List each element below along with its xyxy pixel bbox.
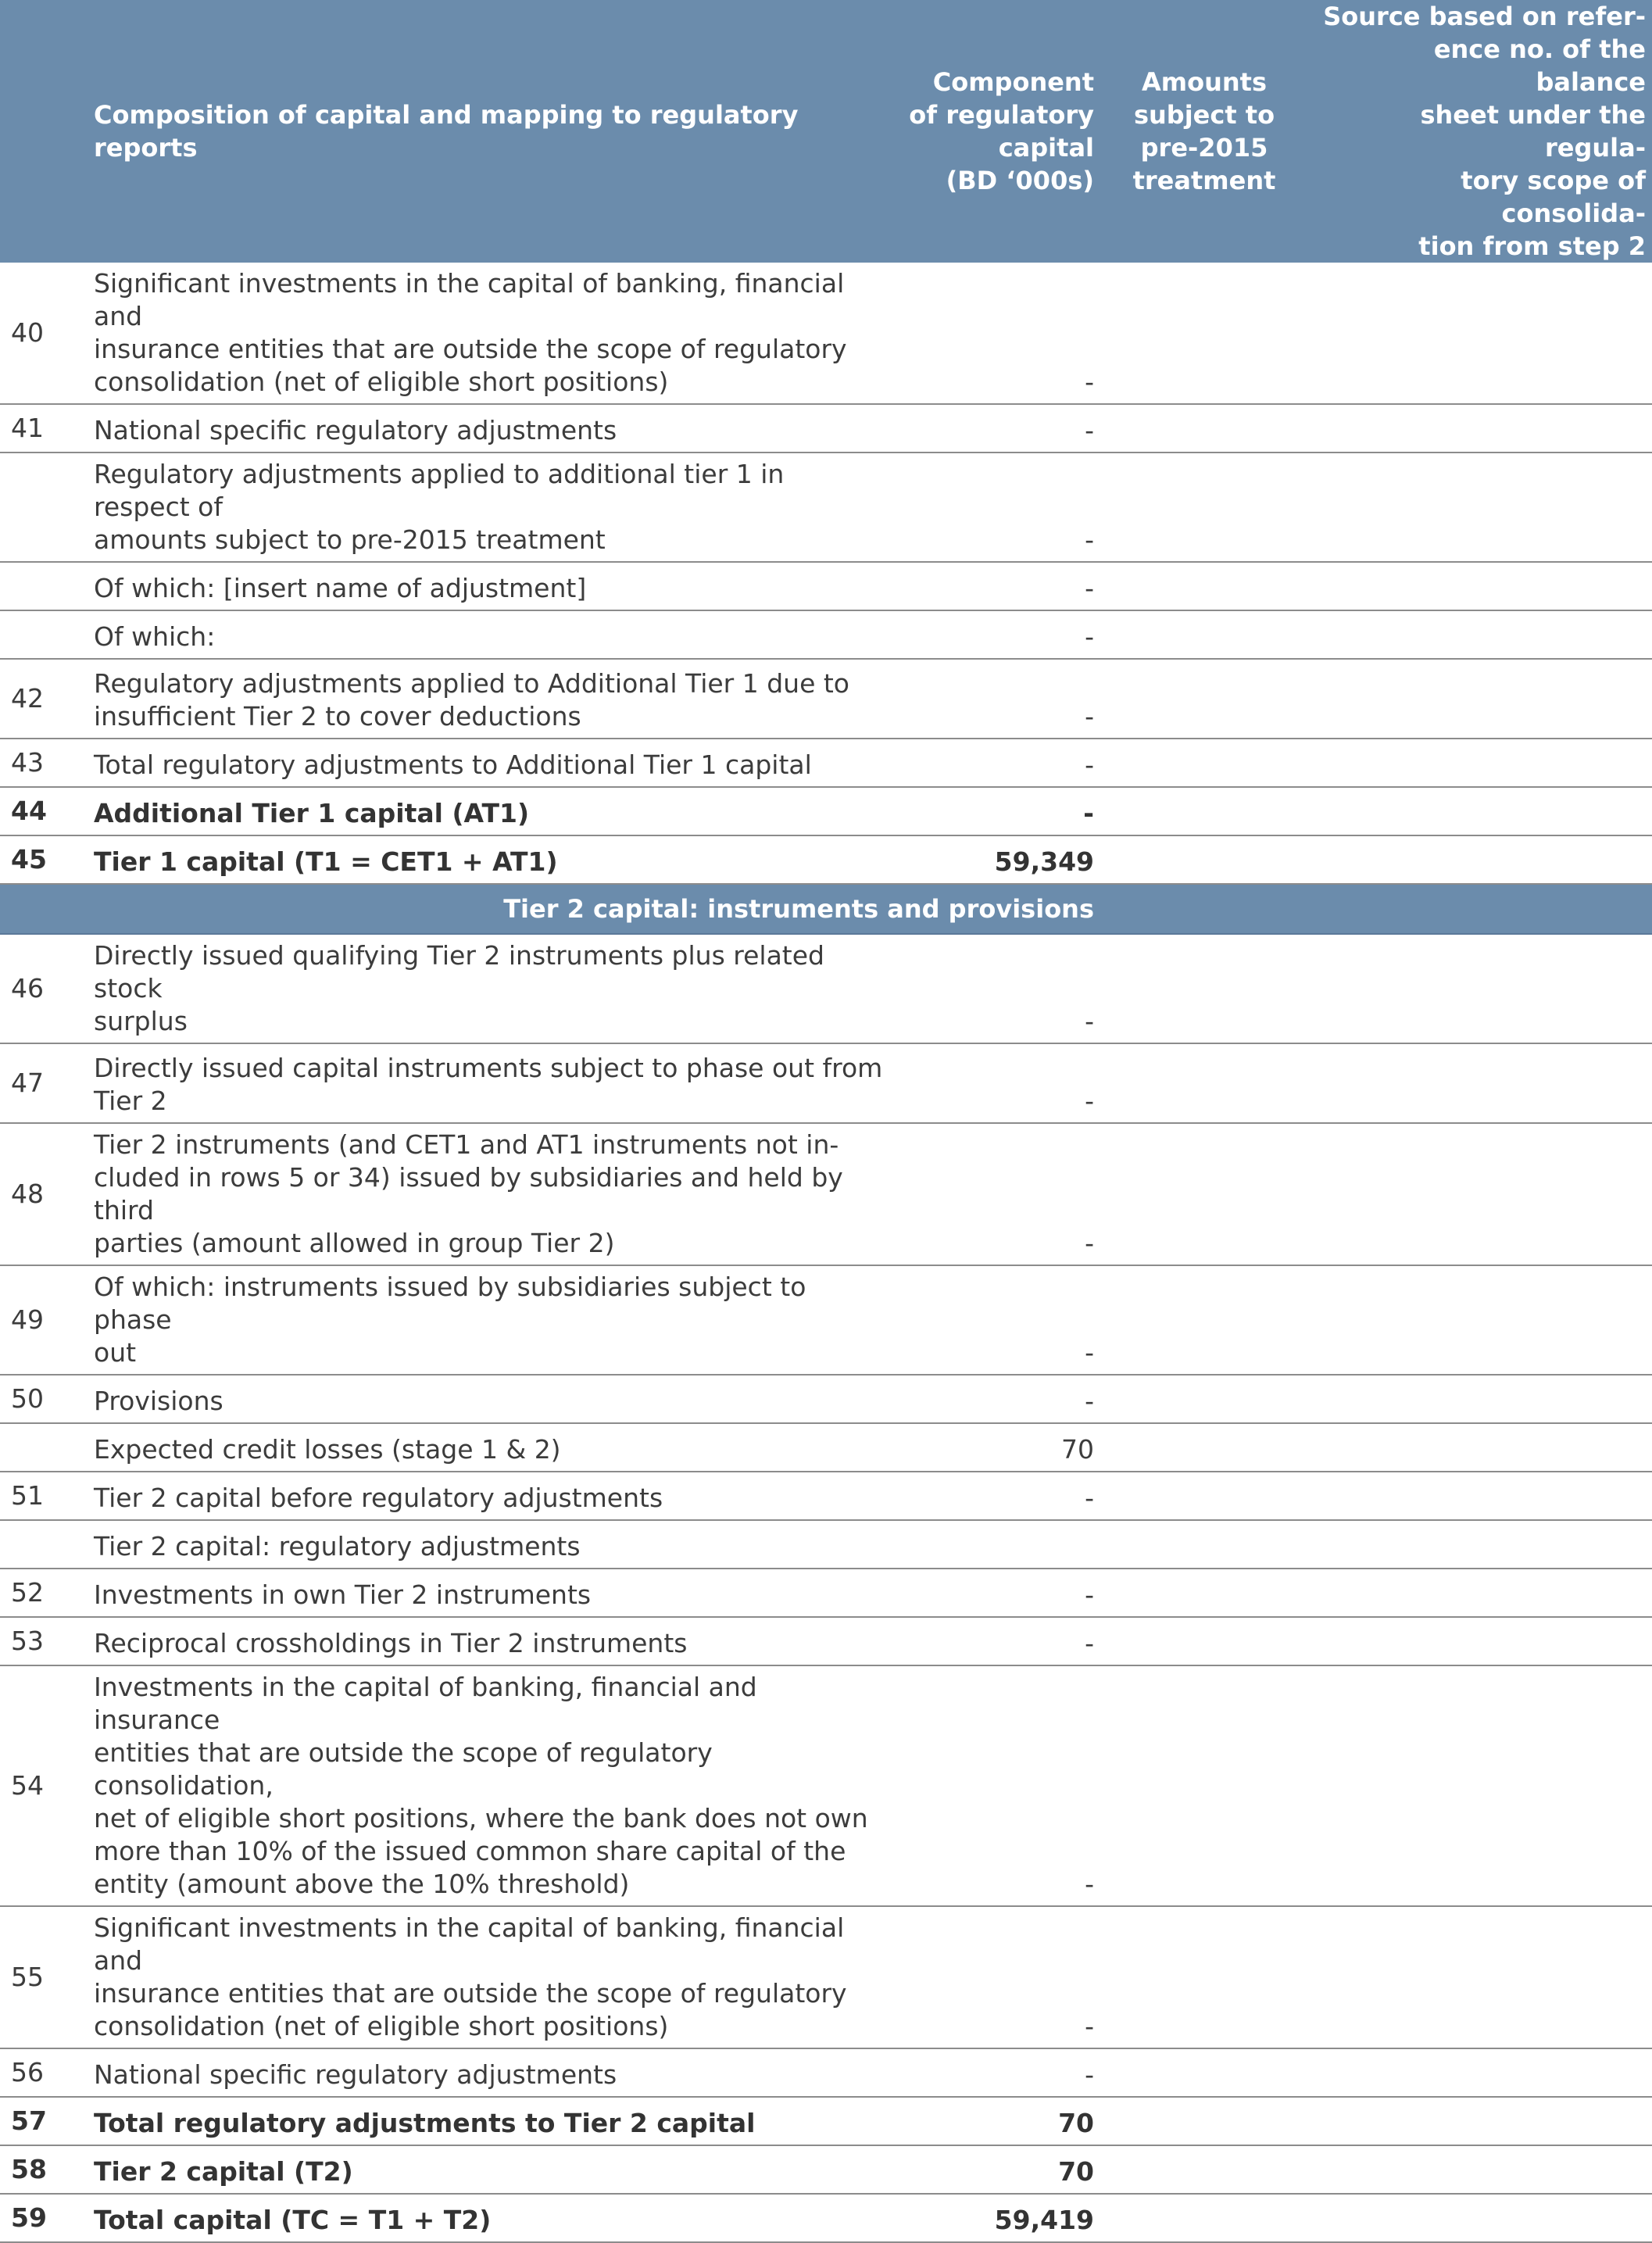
source-reference-value — [1310, 2048, 1652, 2097]
component-value: - — [892, 1569, 1099, 1617]
table-row — [0, 1569, 1652, 1617]
row-number: 45 — [0, 835, 83, 884]
table-row — [0, 739, 1652, 787]
row-number: 58 — [0, 2145, 83, 2194]
header-line: pre-2015 — [1140, 133, 1268, 163]
source-reference-value — [1310, 739, 1652, 787]
description-line: National specific regulatory adjustments — [94, 2059, 617, 2090]
pre2015-value — [1099, 404, 1310, 453]
header-source-reference — [1310, 0, 1652, 263]
header-line: tory scope of consolida- — [1461, 166, 1646, 228]
description-line: consolidation (net of eligible short positions) — [94, 2011, 669, 2041]
component-value: - — [892, 1265, 1099, 1375]
description-line: Tier 2 — [94, 1086, 167, 1116]
source-reference-value — [1310, 1423, 1652, 1472]
component-value: - — [892, 659, 1099, 739]
pre2015-value — [1099, 1375, 1310, 1423]
row-description — [83, 1906, 892, 2048]
row-number: 53 — [0, 1617, 83, 1665]
source-reference-value — [1310, 787, 1652, 835]
header-line: sheet under the regula- — [1420, 100, 1646, 163]
pre2015-value — [1099, 1569, 1310, 1617]
table-row — [0, 1520, 1652, 1569]
description-line: Regulatory adjustments applied to additional tier 1 in respect of — [94, 459, 785, 522]
source-reference-value — [1310, 1472, 1652, 1520]
pre2015-value — [1099, 1423, 1310, 1472]
component-value: - — [892, 1906, 1099, 2048]
table-row — [0, 2048, 1652, 2097]
component-value: - — [892, 787, 1099, 835]
component-value: - — [892, 739, 1099, 787]
pre2015-value — [1099, 1617, 1310, 1665]
row-description — [83, 404, 892, 453]
header-number-column — [0, 0, 83, 263]
row-number: 44 — [0, 787, 83, 835]
component-value: - — [892, 1123, 1099, 1265]
row-number: 49 — [0, 1265, 83, 1375]
row-description — [83, 263, 892, 404]
description-line: National specific regulatory adjustments — [94, 415, 617, 445]
component-value: - — [892, 562, 1099, 610]
header-component-of-regulatory-capital — [892, 0, 1099, 263]
row-description — [83, 2145, 892, 2194]
source-reference-value — [1310, 2097, 1652, 2145]
component-value: 70 — [892, 2145, 1099, 2194]
description-line: consolidation (net of eligible short positions) — [94, 367, 669, 397]
row-description — [83, 1472, 892, 1520]
component-value: - — [892, 610, 1099, 659]
source-reference-value — [1310, 263, 1652, 404]
description-line: Investments in own Tier 2 instruments — [94, 1579, 592, 1610]
header-amounts-pre-2015 — [1099, 0, 1310, 263]
row-description — [83, 787, 892, 835]
component-value: 59,419 — [892, 2194, 1099, 2242]
table-row — [0, 1265, 1652, 1375]
source-reference-value — [1310, 1265, 1652, 1375]
description-line: Of which: — [94, 621, 216, 652]
source-reference-value — [1310, 1665, 1652, 1906]
table-row — [0, 835, 1652, 884]
table-row — [0, 1375, 1652, 1423]
description-line: Tier 2 capital: regulatory adjustments — [94, 1531, 581, 1562]
row-number: 47 — [0, 1043, 83, 1123]
component-value: - — [892, 1043, 1099, 1123]
source-reference-value — [1310, 562, 1652, 610]
source-reference-value — [1310, 1617, 1652, 1665]
row-description — [83, 1665, 892, 1906]
row-description — [83, 1569, 892, 1617]
component-value: - — [892, 263, 1099, 404]
row-description — [83, 610, 892, 659]
source-reference-value — [1310, 1906, 1652, 2048]
component-value: - — [892, 1665, 1099, 1906]
component-value: 70 — [892, 2097, 1099, 2145]
section-filler — [1099, 884, 1652, 934]
header-line: of regulatory — [909, 100, 1094, 130]
source-reference-value — [1310, 2194, 1652, 2242]
table-row — [0, 1423, 1652, 1472]
row-description — [83, 934, 892, 1043]
pre2015-value — [1099, 2048, 1310, 2097]
table-row — [0, 404, 1652, 453]
row-number: 43 — [0, 739, 83, 787]
pre2015-value — [1099, 2145, 1310, 2194]
source-reference-value — [1310, 1375, 1652, 1423]
description-line: Tier 1 capital (T1 = CET1 + AT1) — [94, 846, 558, 877]
table-row — [0, 659, 1652, 739]
description-line: Total capital (TC = T1 + T2) — [94, 2205, 492, 2235]
description-line: Significant investments in the capital of banking, financial and — [94, 1912, 845, 1976]
header-line: Amounts — [1142, 67, 1267, 97]
row-description — [83, 2048, 892, 2097]
description-line: Provisions — [94, 1386, 223, 1416]
header-line: tion from step 2 — [1418, 231, 1646, 261]
pre2015-value — [1099, 453, 1310, 562]
pre2015-value — [1099, 659, 1310, 739]
source-reference-value — [1310, 404, 1652, 453]
description-line: cluded in rows 5 or 34) issued by subsidiaries and held by third — [94, 1162, 843, 1225]
row-number: 48 — [0, 1123, 83, 1265]
table-row — [0, 2097, 1652, 2145]
description-line: net of eligible short positions, where the bank does not own — [94, 1803, 868, 1833]
table-row — [0, 610, 1652, 659]
component-value: 70 — [892, 1423, 1099, 1472]
header-description: Composition of capital and mapping to regulatory reports — [83, 0, 892, 263]
component-value: 59,349 — [892, 835, 1099, 884]
description-line: Expected credit losses (stage 1 & 2) — [94, 1434, 561, 1465]
description-line: Tier 2 capital (T2) — [94, 2156, 353, 2187]
row-number — [0, 453, 83, 562]
header-line: Source based on refer- — [1323, 2, 1646, 31]
pre2015-value — [1099, 1043, 1310, 1123]
row-number: 55 — [0, 1906, 83, 2048]
table-row — [0, 1043, 1652, 1123]
table-row — [0, 1906, 1652, 2048]
table-row — [0, 1617, 1652, 1665]
row-description — [83, 1520, 892, 1569]
row-description — [83, 562, 892, 610]
component-value: - — [892, 2048, 1099, 2097]
table-row — [0, 787, 1652, 835]
component-value: - — [892, 1472, 1099, 1520]
row-description — [83, 1617, 892, 1665]
header-line: ence no. of the balance — [1433, 34, 1646, 97]
description-line: out — [94, 1337, 137, 1368]
description-line: entities that are outside the scope of regulatory consolidation, — [94, 1737, 713, 1801]
component-value: - — [892, 1617, 1099, 1665]
row-description — [83, 835, 892, 884]
row-number: 54 — [0, 1665, 83, 1906]
row-number — [0, 610, 83, 659]
pre2015-value — [1099, 1520, 1310, 1569]
table-row — [0, 1472, 1652, 1520]
source-reference-value — [1310, 1043, 1652, 1123]
description-line: Total regulatory adjustments to Tier 2 capital — [94, 2108, 756, 2138]
row-description — [83, 453, 892, 562]
description-line: insurance entities that are outside the scope of regulatory — [94, 334, 847, 364]
source-reference-value — [1310, 453, 1652, 562]
pre2015-value — [1099, 739, 1310, 787]
description-line: insurance entities that are outside the scope of regulatory — [94, 1978, 847, 2009]
source-reference-value — [1310, 934, 1652, 1043]
row-description — [83, 2097, 892, 2145]
row-number: 57 — [0, 2097, 83, 2145]
row-number — [0, 1423, 83, 1472]
row-number — [0, 1520, 83, 1569]
description-line: entity (amount above the 10% threshold) — [94, 1869, 630, 1899]
pre2015-value — [1099, 1123, 1310, 1265]
table-body — [0, 263, 1652, 2242]
description-line: Reciprocal crossholdings in Tier 2 instruments — [94, 1628, 688, 1658]
description-line: Investments in the capital of banking, financial and insurance — [94, 1672, 757, 1735]
pre2015-value — [1099, 787, 1310, 835]
description-line: Of which: instruments issued by subsidiaries subject to phase — [94, 1272, 806, 1335]
row-number: 56 — [0, 2048, 83, 2097]
row-description — [83, 659, 892, 739]
pre2015-value — [1099, 1665, 1310, 1906]
row-number: 42 — [0, 659, 83, 739]
description-line: Significant investments in the capital of banking, financial and — [94, 268, 845, 331]
description-line: amounts subject to pre-2015 treatment — [94, 524, 606, 555]
table-row — [0, 1665, 1652, 1906]
row-description — [83, 1423, 892, 1472]
row-description — [83, 739, 892, 787]
description-line: Tier 2 capital before regulatory adjustments — [94, 1483, 663, 1513]
description-line: insufficient Tier 2 to cover deductions — [94, 701, 581, 732]
pre2015-value — [1099, 1906, 1310, 2048]
description-line: Directly issued qualifying Tier 2 instruments plus related stock — [94, 940, 824, 1003]
row-number: 50 — [0, 1375, 83, 1423]
pre2015-value — [1099, 263, 1310, 404]
component-value: - — [892, 453, 1099, 562]
pre2015-value — [1099, 2097, 1310, 2145]
source-reference-value — [1310, 1123, 1652, 1265]
pre2015-value — [1099, 610, 1310, 659]
component-value: - — [892, 1375, 1099, 1423]
description-line: parties (amount allowed in group Tier 2) — [94, 1228, 615, 1258]
section-header-row — [0, 884, 1652, 934]
description-line: Additional Tier 1 capital (AT1) — [94, 798, 530, 828]
source-reference-value — [1310, 1520, 1652, 1569]
row-description — [83, 2194, 892, 2242]
row-number: 59 — [0, 2194, 83, 2242]
pre2015-value — [1099, 562, 1310, 610]
row-number: 46 — [0, 934, 83, 1043]
pre2015-value — [1099, 2194, 1310, 2242]
description-line: surplus — [94, 1006, 188, 1036]
table-row — [0, 562, 1652, 610]
header-line: (BD ‘000s) — [946, 166, 1094, 195]
header-line: treatment — [1132, 166, 1276, 195]
row-description — [83, 1123, 892, 1265]
section-title: Tier 2 capital: instruments and provisions — [0, 884, 1099, 934]
table-row — [0, 934, 1652, 1043]
row-description — [83, 1375, 892, 1423]
row-number — [0, 562, 83, 610]
header-line: subject to — [1133, 100, 1275, 130]
row-description — [83, 1265, 892, 1375]
row-number: 52 — [0, 1569, 83, 1617]
table-header — [0, 0, 1652, 263]
header-line: Component — [932, 67, 1094, 97]
component-value — [892, 1520, 1099, 1569]
pre2015-value — [1099, 1472, 1310, 1520]
source-reference-value — [1310, 659, 1652, 739]
row-number: 40 — [0, 263, 83, 404]
description-line: Regulatory adjustments applied to Additional Tier 1 due to — [94, 668, 849, 699]
header-line: capital — [998, 133, 1094, 163]
pre2015-value — [1099, 934, 1310, 1043]
table-row — [0, 2194, 1652, 2242]
table-row — [0, 263, 1652, 404]
description-line: more than 10% of the issued common share capital of the — [94, 1836, 846, 1866]
row-description — [83, 1043, 892, 1123]
source-reference-value — [1310, 835, 1652, 884]
component-value: - — [892, 404, 1099, 453]
description-line: Of which: [insert name of adjustment] — [94, 573, 587, 603]
table-row — [0, 2145, 1652, 2194]
table-row — [0, 1123, 1652, 1265]
description-line: Tier 2 instruments (and CET1 and AT1 instruments not in- — [94, 1129, 839, 1160]
row-number: 41 — [0, 404, 83, 453]
source-reference-value — [1310, 610, 1652, 659]
component-value: - — [892, 934, 1099, 1043]
source-reference-value — [1310, 1569, 1652, 1617]
pre2015-value — [1099, 1265, 1310, 1375]
pre2015-value — [1099, 835, 1310, 884]
description-line: Directly issued capital instruments subject to phase out from — [94, 1053, 883, 1083]
row-number: 51 — [0, 1472, 83, 1520]
source-reference-value — [1310, 2145, 1652, 2194]
description-line: Total regulatory adjustments to Additional Tier 1 capital — [94, 749, 812, 780]
table-row — [0, 453, 1652, 562]
